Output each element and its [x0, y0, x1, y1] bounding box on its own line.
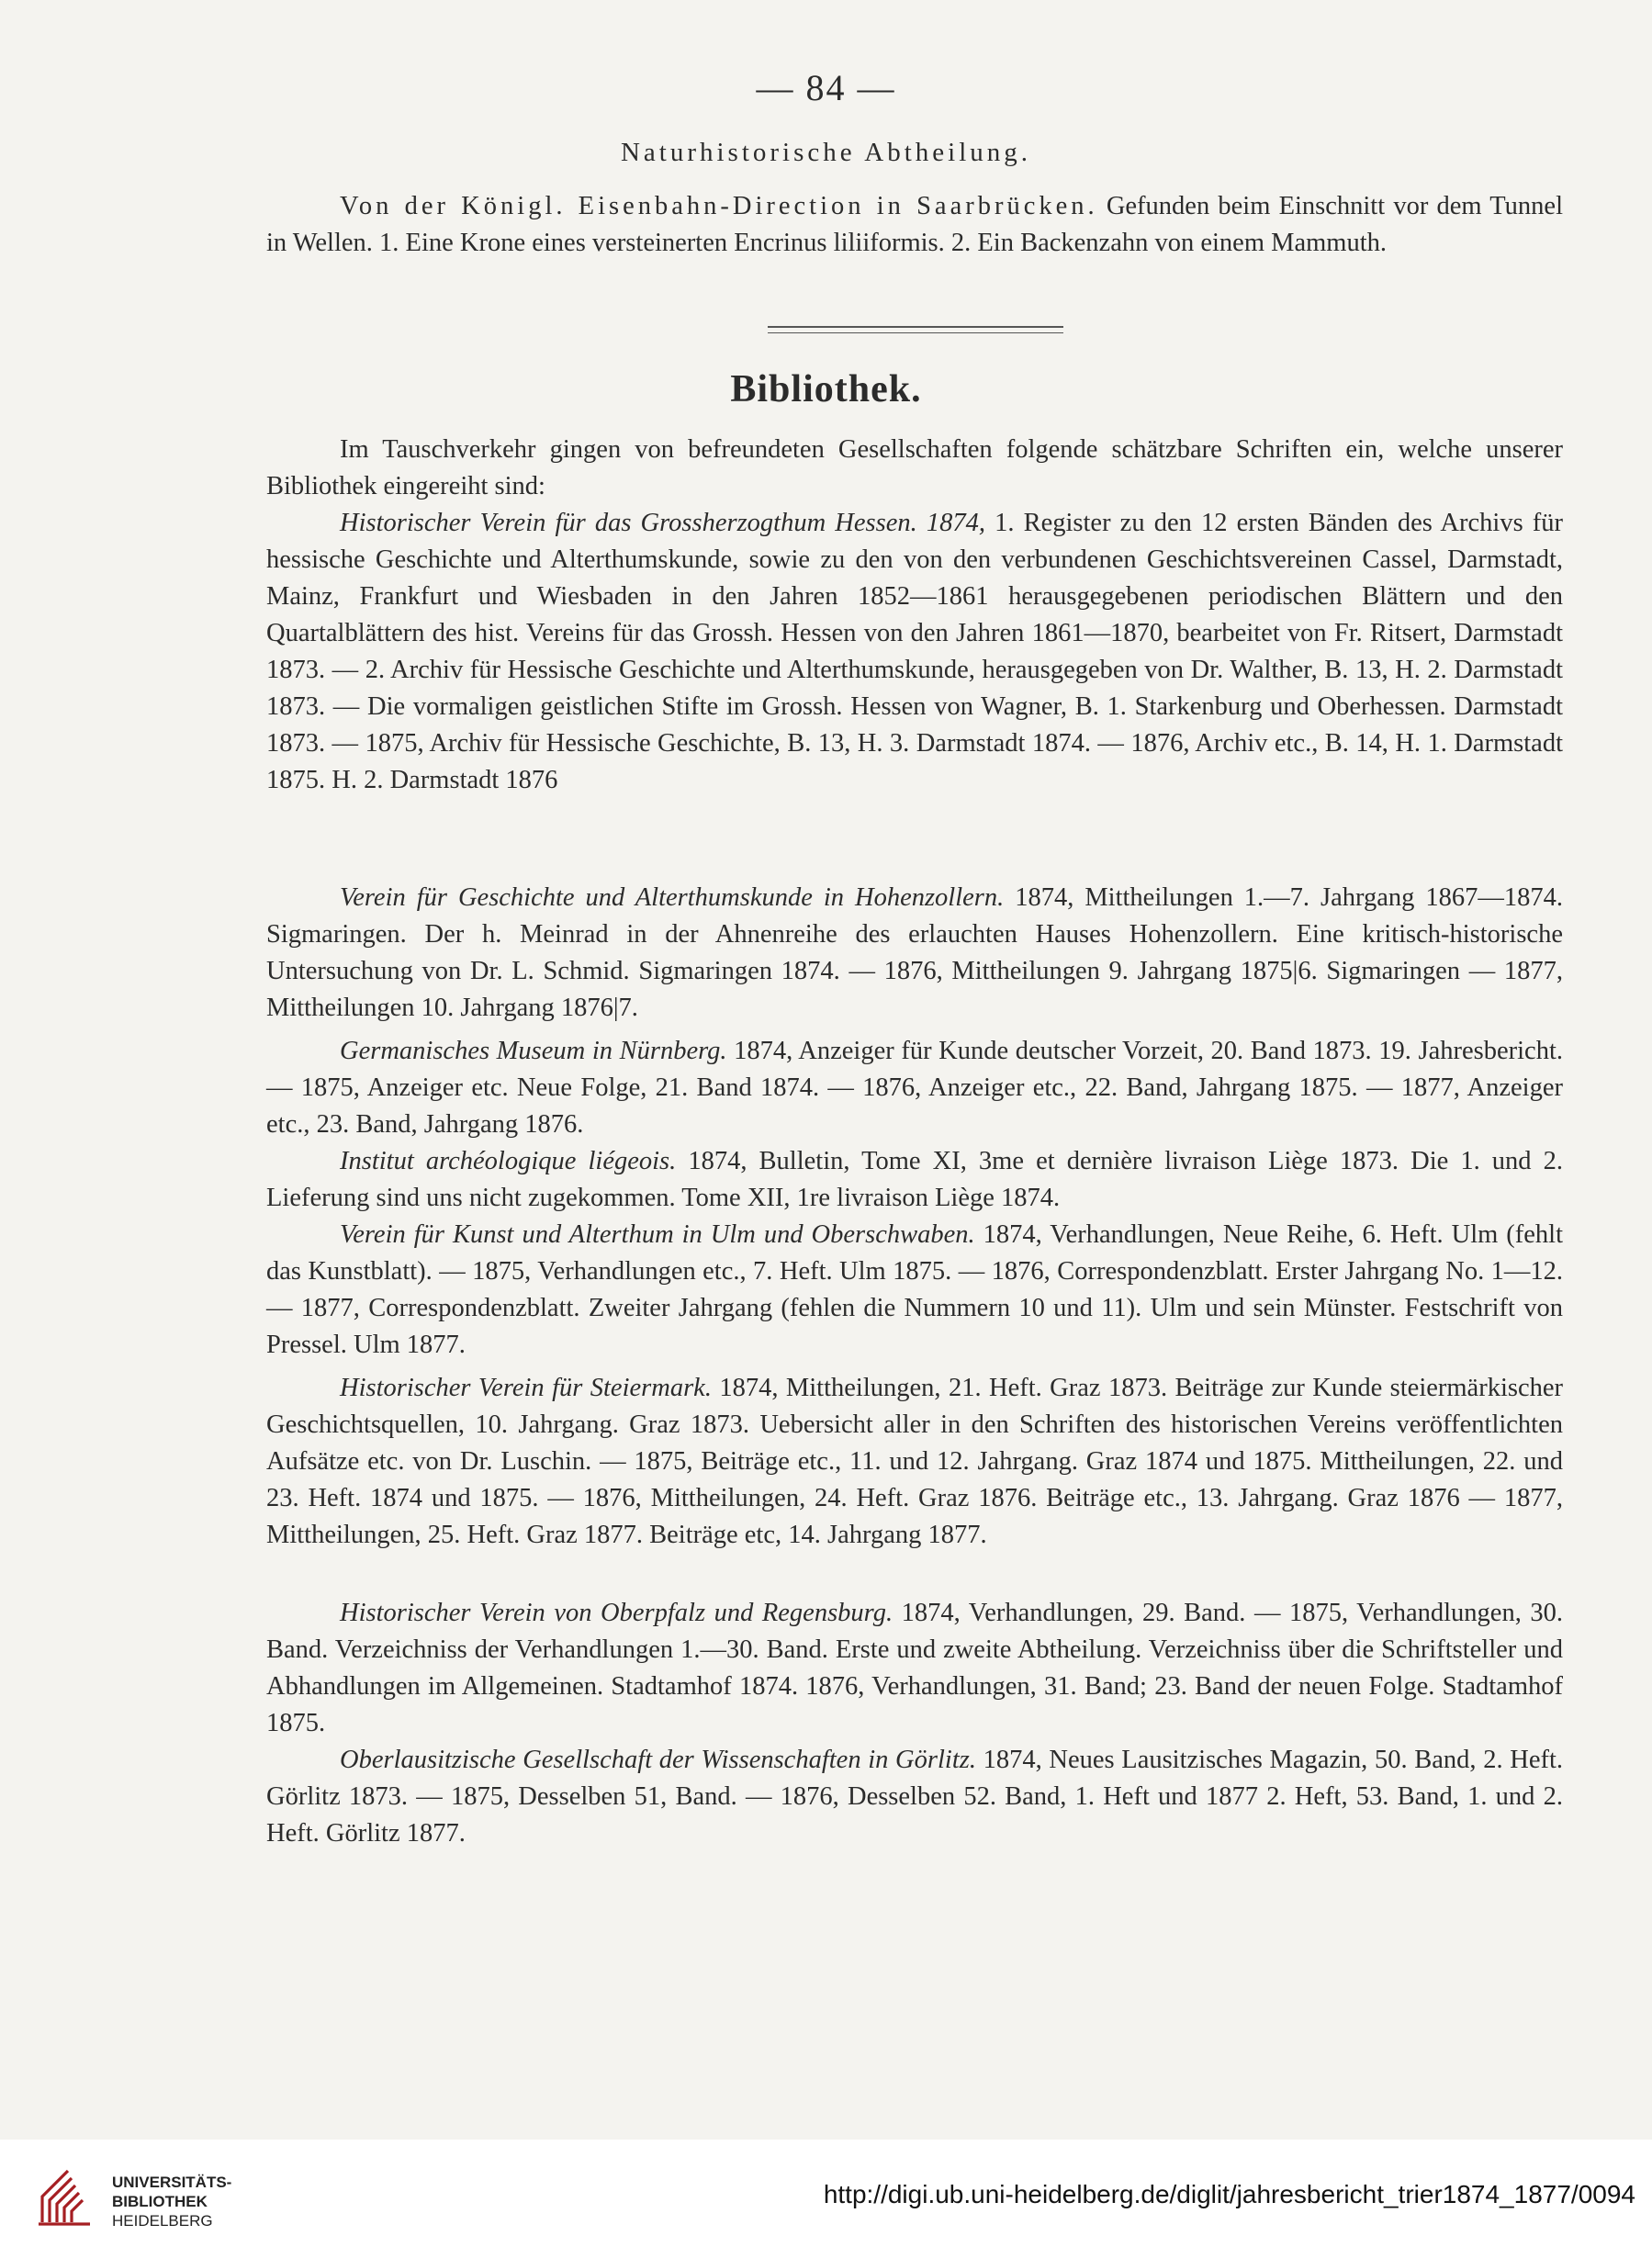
entry-text: 1874, Anzeiger für Kunde deutscher Vorzeit, 20. Band 1873. 19. Jahresbericht. — 1875, Anzeiger etc. Neue Folge, 21. Band 1874. — 1876, Anzeiger etc., 22. Band, Jahrgang 1875. — 1877, Anzeiger etc., 23. Band, Jahrgang 1876. — [266, 1037, 1563, 1139]
entry-text: 1874, Bulletin, Tome XI, 3me et dernière livraison Liège 1873. Die 1. und 2. Lieferung sind uns nicht zugekommen. Tome XII, 1re livraison Liège 1874. — [266, 1147, 1564, 1212]
entry-text: 1874, Mittheilungen, 21. Heft. Graz 1873. Beiträge zur Kunde steiermärkischer Geschichtsquellen, 10. Jahrgang. Graz 1873. Uebersicht aller in den Schriften des historischen Vereins veröffentlichten Aufsätze etc. von Dr. Luschin. — 1875, Beiträge etc., 11. und 12. Jahrgang. Graz 1874 und 1875. Mittheilungen, 22. und 23. Heft. 1874 und 1875. — 1876, Mittheilungen, 24. Heft. Graz 1876. Beiträge etc., 13. Jahrgang. Graz 1876 — 1877, Mittheilungen, 25. Heft. Graz 1877. Beiträge etc, 14. Jahrgang 1877. — [266, 1374, 1563, 1549]
entry-text: 1874, Verhandlungen, Neue Reihe, 6. Heft. Ulm (fehlt das Kunstblatt). — 1875, Verhandlungen etc., 7. Heft. Ulm 1875. — 1876, Correspondenzblatt. Erster Jahrgang No. 1—12. — 1877, Correspondenzblatt. Zweiter Jahrgang (fehlen die Nummern 10 und 11). Ulm und sein Münster. Festschrift von Pressel. Ulm 1877. — [266, 1220, 1563, 1359]
society-name: Oberlausitzische Gesellschaft der Wissenschaften in Görlitz. — [340, 1746, 976, 1774]
logo-line-1: UNIVERSITÄTS- — [112, 2174, 232, 2191]
society-name: Germanisches Museum in Nürnberg. — [340, 1037, 727, 1065]
library-intro: Im Tauschverkehr gingen von befreundeten Gesellschaften folgende schätzbare Schriften ein, welche unserer Bibliothek eingereiht sind: — [266, 435, 1563, 500]
society-name: Verein für Kunst und Alterthum in Ulm und Oberschwaben. — [340, 1220, 975, 1249]
library-entry — [266, 880, 1563, 1027]
library-entry — [266, 505, 1563, 799]
library-entry — [266, 1217, 1563, 1364]
footer-bar — [0, 2140, 1652, 2247]
entry-text: 1874, Verhandlungen, 29. Band. — 1875, Verhandlungen, 30. Band. Verzeichniss der Verhandlungen 1.—30. Band. Erste und zweite Abtheilung. Verzeichniss über die Schriftsteller und Abhandlungen im Allgemeinen. Stadtamhof 1874. 1876, Verhandlungen, 31. Band; 23. Band der neuen Folge. Stadtamhof 1875. — [266, 1599, 1563, 1737]
society-name: Historischer Verein von Oberpfalz und Regensburg. — [340, 1599, 893, 1627]
donation-text: Gefunden beim Einschnitt vor dem Tunnel in Wellen. 1. Eine Krone eines versteinerten Encrinus liliiformis. 2. Ein Backenzahn von einem Mammuth. — [266, 192, 1563, 257]
section-divider — [768, 326, 1063, 333]
library-title: Bibliothek. — [730, 368, 922, 410]
entry-text: 1874, Neues Lausitzisches Magazin, 50. Band, 2. Heft. Görlitz 1873. — 1875, Desselben 51, Band. — 1876, Desselben 52. Band, 1. Heft und 1877 2. Heft, 53. Band, 1. und 2. Heft. Görlitz 1877. — [266, 1746, 1563, 1848]
library-entry — [266, 1370, 1563, 1554]
library-entry — [266, 1595, 1563, 1742]
society-name: Institut archéologique liégeois. — [340, 1147, 677, 1175]
donor-name: Von der Königl. Eisenbahn-Direction in Saarbrücken. — [340, 192, 1098, 220]
society-name: Historischer Verein für Steiermark. — [340, 1374, 712, 1402]
natural-history-heading: Naturhistorische Abtheilung. — [620, 138, 1032, 167]
library-entry — [266, 1033, 1563, 1143]
source-url-link[interactable]: http://digi.ub.uni-heidelberg.de/diglit/jahresbericht_trier1874_1877/0094 — [823, 2180, 1635, 2208]
logo-line-3: HEIDELBERG — [112, 2212, 213, 2230]
page-number: — 84 — — [756, 67, 896, 108]
library-entry — [266, 1143, 1563, 1217]
entry-text: 1874, Mittheilungen 1.—7. Jahrgang 1867—1874. Sigmaringen. Der h. Meinrad in der Ahnenreihe des erlauchten Hauses Hohenzollern. Eine kritisch-historische Untersuchung von Dr. L. Schmid. Sigmaringen 1874. — 1876, Mittheilungen 9. Jahrgang 1875|6. Sigmaringen — 1877, Mittheilungen 10. Jahrgang 1876|7. — [266, 883, 1563, 1022]
society-name: Verein für Geschichte und Alterthumskunde in Hohenzollern. — [340, 883, 1005, 912]
library-entry — [266, 1742, 1563, 1852]
logo-line-2: BIBLIOTHEK — [112, 2193, 208, 2210]
university-library-logo-icon[interactable] — [35, 2165, 99, 2230]
natural-history-paragraph — [266, 188, 1563, 262]
university-library-name — [112, 2173, 231, 2230]
entry-text: 1. Register zu den 12 ersten Bänden des Archivs für hessische Geschichte und Alterthumskunde, sowie zu den von den verbundenen Geschichtsvereinen Cassel, Darmstadt, Mainz, Frankfurt und Wiesbaden in den Jahren 1852—1861 herausgegebenen periodischen Blättern und den Quartalblättern des hist. Vereins für das Grossh. Hessen von den Jahren 1861—1870, bearbeitet von Fr. Ritsert, Darmstadt 1873. — 2. Archiv für Hessische Geschichte und Alterthumskunde, herausgegeben von Dr. Walther, B. 13, H. 2. Darmstadt 1873. — Die vormaligen geistlichen Stifte im Grossh. Hessen von Wagner, B. 1. Starkenburg und Oberhessen. Darmstadt 1873. — 1875, Archiv für Hessische Geschichte, B. 13, H. 3. Darmstadt 1874. — 1876, Archiv etc., B. 14, H. 1. Darmstadt 1875. H. 2. Darmstadt 1876 — [266, 509, 1564, 794]
society-name: Historischer Verein für das Grossherzogthum Hessen. 1874, — [340, 509, 985, 537]
